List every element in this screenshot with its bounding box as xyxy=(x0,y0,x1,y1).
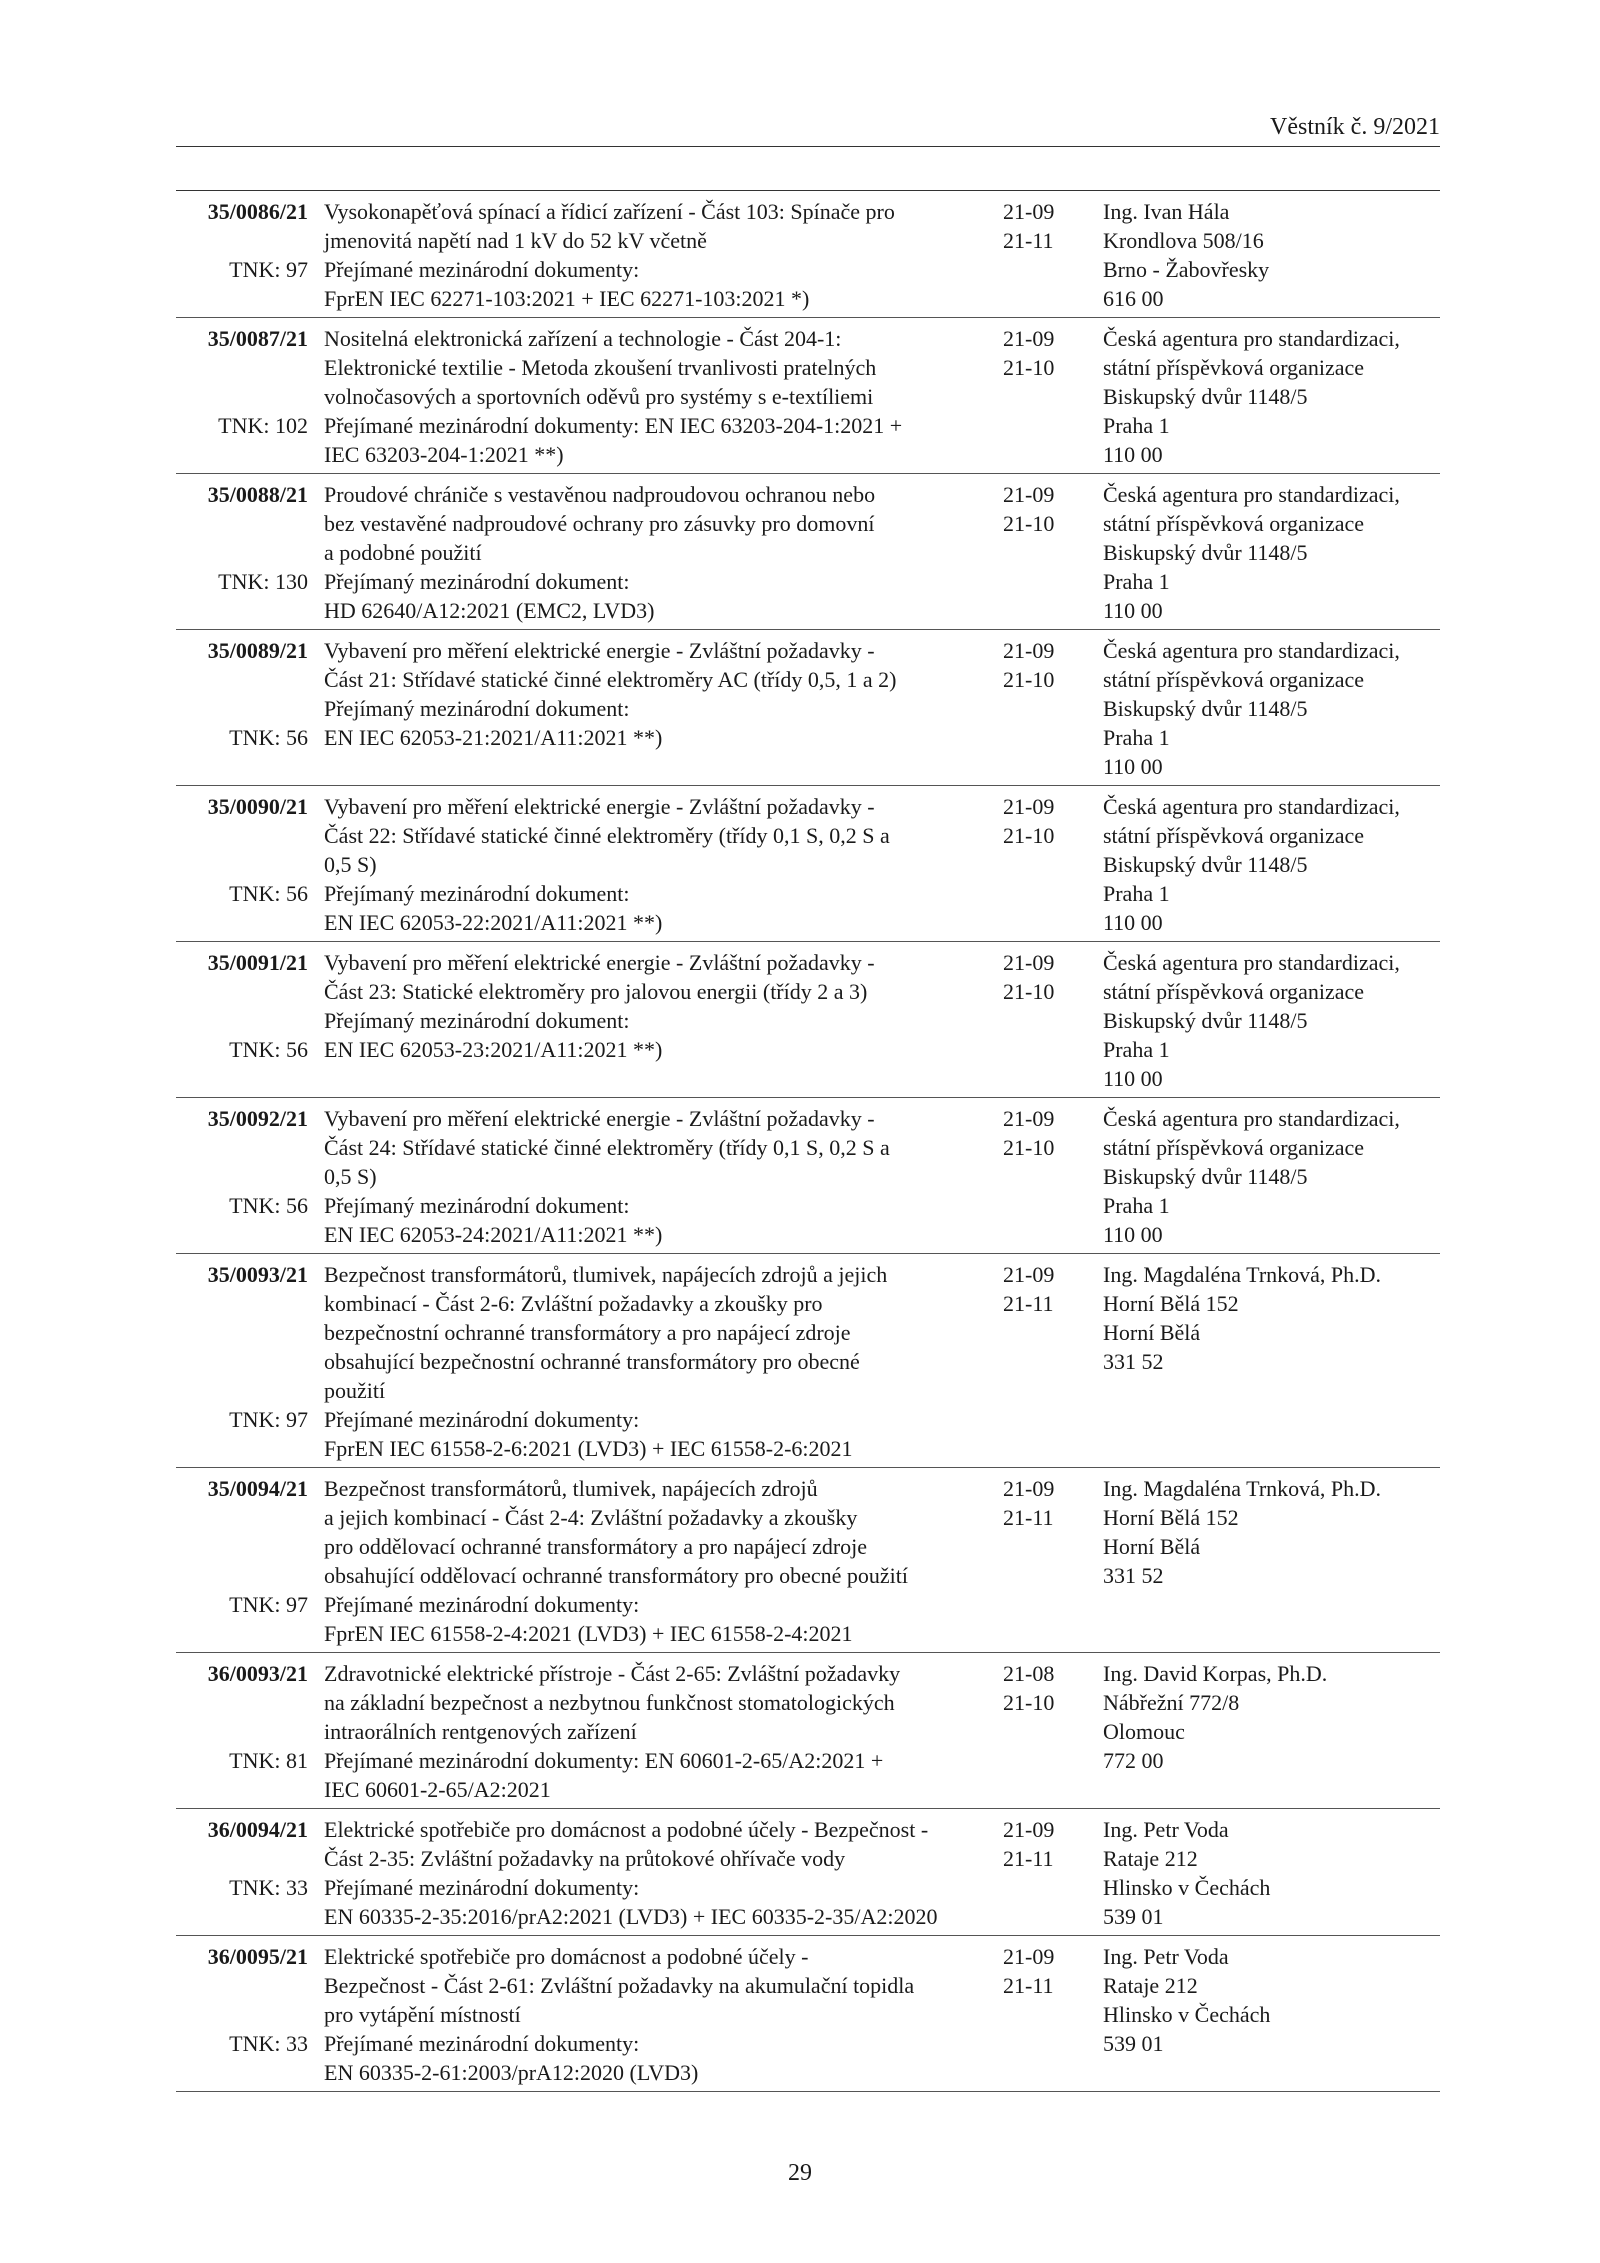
table-row xyxy=(176,1653,1440,1809)
tnk-number: TNK: 33 xyxy=(229,1875,308,1900)
schedule-dates: 21-09 21-10 xyxy=(1003,482,1055,536)
standards-table xyxy=(176,190,1440,2092)
project-number: 35/0087/21 xyxy=(207,326,308,351)
table-row xyxy=(176,1098,1440,1254)
tnk-number: TNK: 81 xyxy=(229,1748,308,1773)
row-id-cell xyxy=(176,324,316,469)
processor-contact: Ing. David Korpas, Ph.D. Nábřežní 772/8 Olomouc 772 00 xyxy=(1103,1661,1328,1773)
tnk-number: TNK: 130 xyxy=(218,569,308,594)
row-id-cell xyxy=(176,1815,316,1931)
project-number: 35/0089/21 xyxy=(207,638,308,663)
schedule-dates: 21-09 21-10 xyxy=(1003,950,1055,1004)
project-number: 36/0094/21 xyxy=(207,1817,308,1842)
project-number: 35/0094/21 xyxy=(207,1476,308,1501)
row-id-cell xyxy=(176,1942,316,2087)
table-row xyxy=(176,942,1440,1098)
row-id-cell xyxy=(176,636,316,781)
schedule-dates: 21-09 21-10 xyxy=(1003,794,1055,848)
tnk-number: TNK: 56 xyxy=(229,1193,308,1218)
schedule-dates: 21-09 21-11 xyxy=(1003,1262,1055,1316)
row-id-cell xyxy=(176,948,316,1093)
standard-description: Vybavení pro měření elektrické energie - Zvláštní požadavky - Část 21: Střídavé statické činné elektroměry AC (třídy 0,5, 1 a 2) Přejímaný mezinárodní dokument: EN IEC 62053-21:2021/A11:2021 **) xyxy=(324,638,897,750)
table-row xyxy=(176,630,1440,786)
table-row xyxy=(176,786,1440,942)
standard-description: Vybavení pro měření elektrické energie - Zvláštní požadavky - Část 24: Střídavé statické činné elektroměry (třídy 0,1 S, 0,2 S a 0,5 S) Přejímaný mezinárodní dokument: EN IEC 62053-24:2021/A11:2021 **) xyxy=(324,1106,890,1247)
processor-contact: Česká agentura pro standardizaci, státní příspěvková organizace Biskupský dvůr 1148/5 Praha 1 110 00 xyxy=(1103,482,1400,623)
project-number: 35/0088/21 xyxy=(207,482,308,507)
table-row xyxy=(176,1468,1440,1653)
standard-description: Vybavení pro měření elektrické energie - Zvláštní požadavky - Část 23: Statické elektroměry pro jalovou energii (třídy 2 a 3) Přejímaný mezinárodní dokument: EN IEC 62053-23:2021/A11:2021 **) xyxy=(324,950,875,1062)
table-row xyxy=(176,1936,1440,2092)
project-number: 35/0086/21 xyxy=(207,199,308,224)
project-number: 35/0091/21 xyxy=(207,950,308,975)
table-row xyxy=(176,191,1440,318)
tnk-number: TNK: 33 xyxy=(229,2031,308,2056)
schedule-dates: 21-09 21-11 xyxy=(1003,199,1055,253)
processor-contact: Ing. Magdaléna Trnková, Ph.D. Horní Bělá 152 Horní Bělá 331 52 xyxy=(1103,1476,1382,1588)
project-number: 36/0093/21 xyxy=(207,1661,308,1686)
processor-contact: Ing. Petr Voda Rataje 212 Hlinsko v Čechách 539 01 xyxy=(1103,1817,1271,1929)
standard-description: Elektrické spotřebiče pro domácnost a podobné účely - Bezpečnost - Část 2-35: Zvláštní požadavky na průtokové ohřívače vody Přejímané mezinárodní dokumenty: EN 60335-2-35:2016/prA2:2021 (LVD3) + IEC 60335-2-35/A2:2020 xyxy=(324,1817,938,1929)
processor-contact: Ing. Ivan Hála Krondlova 508/16 Brno - Žabovřesky 616 00 xyxy=(1103,199,1270,311)
page-header xyxy=(176,112,1440,147)
page-number: 29 xyxy=(788,2160,812,2186)
row-id-cell xyxy=(176,792,316,937)
schedule-dates: 21-08 21-10 xyxy=(1003,1661,1055,1715)
processor-contact: Česká agentura pro standardizaci, státní příspěvková organizace Biskupský dvůr 1148/5 Praha 1 110 00 xyxy=(1103,794,1400,935)
standard-description: Vysokonapěťová spínací a řídicí zařízení - Část 103: Spínače pro jmenovitá napětí nad 1 kV do 52 kV včetně Přejímané mezinárodní dokumenty: FprEN IEC 62271-103:2021 + IEC 62271-103:2021 *) xyxy=(324,199,895,311)
standard-description: Nositelná elektronická zařízení a technologie - Část 204-1: Elektronické textilie - Metoda zkoušení trvanlivosti pratelných volnočasových a sportovních oděvů pro systémy s e-textíliemi Přejímané mezinárodní dokumenty: EN IEC 63203-204-1:2021 + IEC 63203-204-1:2021 **) xyxy=(324,326,903,467)
tnk-number: TNK: 56 xyxy=(229,1037,308,1062)
row-id-cell xyxy=(176,480,316,625)
schedule-dates: 21-09 21-10 xyxy=(1003,638,1055,692)
tnk-number: TNK: 97 xyxy=(229,257,308,282)
processor-contact: Ing. Magdaléna Trnková, Ph.D. Horní Bělá 152 Horní Bělá 331 52 xyxy=(1103,1262,1382,1374)
processor-contact: Česká agentura pro standardizaci, státní příspěvková organizace Biskupský dvůr 1148/5 Praha 1 110 00 xyxy=(1103,326,1400,467)
tnk-number: TNK: 97 xyxy=(229,1407,308,1432)
schedule-dates: 21-09 21-11 xyxy=(1003,1944,1055,1998)
standard-description: Proudové chrániče s vestavěnou nadproudovou ochranou nebo bez vestavěné nadproudové ochrany pro zásuvky pro domovní a podobné použití Přejímaný mezinárodní dokument: HD 62640/A12:2021 (EMC2, LVD3) xyxy=(324,482,876,623)
schedule-dates: 21-09 21-11 xyxy=(1003,1817,1055,1871)
tnk-number: TNK: 56 xyxy=(229,725,308,750)
standard-description: Vybavení pro měření elektrické energie - Zvláštní požadavky - Část 22: Střídavé statické činné elektroměry (třídy 0,1 S, 0,2 S a 0,5 S) Přejímaný mezinárodní dokument: EN IEC 62053-22:2021/A11:2021 **) xyxy=(324,794,890,935)
schedule-dates: 21-09 21-11 xyxy=(1003,1476,1055,1530)
bulletin-title: Věstník č. 9/2021 xyxy=(1270,114,1440,140)
standard-description: Zdravotnické elektrické přístroje - Část 2-65: Zvláštní požadavky na základní bezpečnost a nezbytnou funkčnost stomatologických intraorálních rentgenových zařízení Přejímané mezinárodní dokumenty: EN 60601-2-65/A2:2021 + IEC 60601-2-65/A2:2021 xyxy=(324,1661,901,1802)
row-id-cell xyxy=(176,1659,316,1804)
processor-contact: Česká agentura pro standardizaci, státní příspěvková organizace Biskupský dvůr 1148/5 Praha 1 110 00 xyxy=(1103,638,1400,779)
table-row xyxy=(176,474,1440,630)
schedule-dates: 21-09 21-10 xyxy=(1003,326,1055,380)
project-number: 35/0090/21 xyxy=(207,794,308,819)
standard-description: Bezpečnost transformátorů, tlumivek, napájecích zdrojů a jejich kombinací - Část 2-4: Zvláštní požadavky a zkoušky pro oddělovací ochranné transformátory a pro napájecí zdroje obsahující oddělovací ochranné transformátory pro obecné použití Přejímané mezinárodní dokumenty: FprEN IEC 61558-2-4:2021 (LVD3) + IEC 61558-2-4:2021 xyxy=(324,1476,909,1646)
processor-contact: Česká agentura pro standardizaci, státní příspěvková organizace Biskupský dvůr 1148/5 Praha 1 110 00 xyxy=(1103,950,1400,1091)
row-id-cell xyxy=(176,1260,316,1463)
row-id-cell xyxy=(176,197,316,313)
table-row xyxy=(176,318,1440,474)
tnk-number: TNK: 97 xyxy=(229,1592,308,1617)
schedule-dates: 21-09 21-10 xyxy=(1003,1106,1055,1160)
row-id-cell xyxy=(176,1474,316,1648)
project-number: 36/0095/21 xyxy=(207,1944,308,1969)
table-row xyxy=(176,1809,1440,1936)
table-row xyxy=(176,1254,1440,1468)
row-id-cell xyxy=(176,1104,316,1249)
tnk-number: TNK: 56 xyxy=(229,881,308,906)
standard-description: Bezpečnost transformátorů, tlumivek, napájecích zdrojů a jejich kombinací - Část 2-6: Zvláštní požadavky a zkoušky pro bezpečnostní ochranné transformátory a pro napájecí zdroje obsahující bezpečnostní ochranné transformátory pro obecné použití Přejímané mezinárodní dokumenty: FprEN IEC 61558-2-6:2021 (LVD3) + IEC 61558-2-6:2021 xyxy=(324,1262,888,1461)
processor-contact: Česká agentura pro standardizaci, státní příspěvková organizace Biskupský dvůr 1148/5 Praha 1 110 00 xyxy=(1103,1106,1400,1247)
processor-contact: Ing. Petr Voda Rataje 212 Hlinsko v Čechách 539 01 xyxy=(1103,1944,1271,2056)
standard-description: Elektrické spotřebiče pro domácnost a podobné účely - Bezpečnost - Část 2-61: Zvláštní požadavky na akumulační topidla pro vytápění místností Přejímané mezinárodní dokumenty: EN 60335-2-61:2003/prA12:2020 (LVD3) xyxy=(324,1944,915,2085)
project-number: 35/0093/21 xyxy=(207,1262,308,1287)
project-number: 35/0092/21 xyxy=(207,1106,308,1131)
tnk-number: TNK: 102 xyxy=(218,413,308,438)
